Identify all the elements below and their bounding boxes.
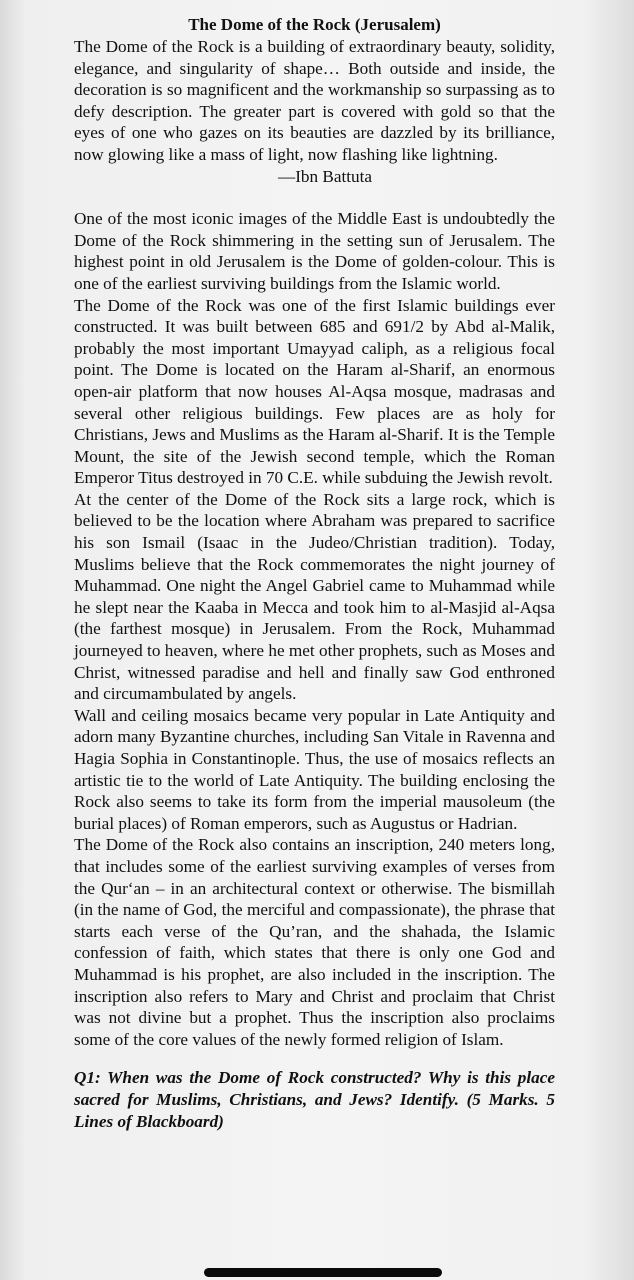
- quote-attribution: —Ibn Battuta: [278, 166, 373, 186]
- paragraph-inscription: The Dome of the Rock also contains an inscription, 240 meters long, that includes some of the earliest surviving examples of verses from the Qur‘an – in an architectural context or otherwise. The bismillah (in the name of God, the merciful and compassionate), the phrase that starts each verse of the Qu’ran, and the shahada, the Islamic confession of faith, which states that there is only one God and Muhammad is his prophet, are also included in the inscription. The inscription also refers to Mary and Christ and proclaim that Christ was not divine but a prophet. Thus the inscription also proclaims some of the core values of the newly formed religion of Islam.: [74, 835, 555, 1049]
- paragraph-mosaics: Wall and ceiling mosaics became very popular in Late Antiquity and adorn many Byzantine churches, including San Vitale in Ravenna and Hagia Sophia in Constantinople. Thus, the use of mosaics reflects an artistic tie to the world of Late Antiquity. The building enclosing the Rock also seems to take its form from the imperial mausoleum (the burial places) of Roman emperors, such as Augustus or Hadrian.: [74, 705, 555, 833]
- paragraph-intro: One of the most iconic images of the Middle East is undoubtedly the Dome of the Rock shimmering in the setting sun of Jerusalem. The highest point in old Jerusalem is the Dome of golden-colour. This is one of the earliest surviving buildings from the Islamic world.: [74, 209, 555, 293]
- paragraph-construction: The Dome of the Rock was one of the first Islamic buildings ever constructed. It was built between 685 and 691/2 by Abd al-Malik, probably the most important Umayyad caliph, as a religious focal point. The Dome is located on the Haram al-Sharif, an enormous open-air platform that now houses Al-Aqsa mosque, madrasas and several other religious buildings. Few places are as holy for Christians, Jews and Muslims as the Haram al-Sharif. It is the Temple Mount, the site of the Jewish second temple, which the Roman Emperor Titus destroyed in 70 C.E. while subduing the Jewish revolt.: [74, 295, 555, 488]
- epigraph-quote: The Dome of the Rock is a building of extraordinary beauty, solidity, elegance, and singularity of shape… Both outside and inside, the decoration is so magnificent and the workmanship so surpassing as to defy description. The greater part is covered with gold so that the eyes of one who gazes on its beauties are dazzled by its brilliance, now glowing like a mass of light, now flashing like lightning.: [74, 37, 555, 164]
- home-indicator-bar[interactable]: [204, 1268, 442, 1277]
- document-page: [74, 14, 555, 1132]
- paragraph-rock: At the center of the Dome of the Rock sits a large rock, which is believed to be the location where Abraham was prepared to sacrifice his son Ismail (Isaac in the Judeo/Christian tradition). Today, Muslims believe that the Rock commemorates the night journey of Muhammad. One night the Angel Gabriel came to Muhammad while he slept near the Kaaba in Mecca and took him to al-Masjid al-Aqsa (the farthest mosque) in Jerusalem. From the Rock, Muhammad journeyed to heaven, where he met other prophets, such as Moses and Christ, witnessed paradise and hell and finally saw God enthroned and circumambulated by angels.: [74, 489, 555, 704]
- assignment-question: Q1: When was the Dome of Rock constructed? Why is this place sacred for Muslims, Christians, and Jews? Identify. (5 Marks. 5 Lines of Blackboard): [74, 1068, 555, 1131]
- document-title: The Dome of the Rock (Jerusalem): [188, 15, 441, 34]
